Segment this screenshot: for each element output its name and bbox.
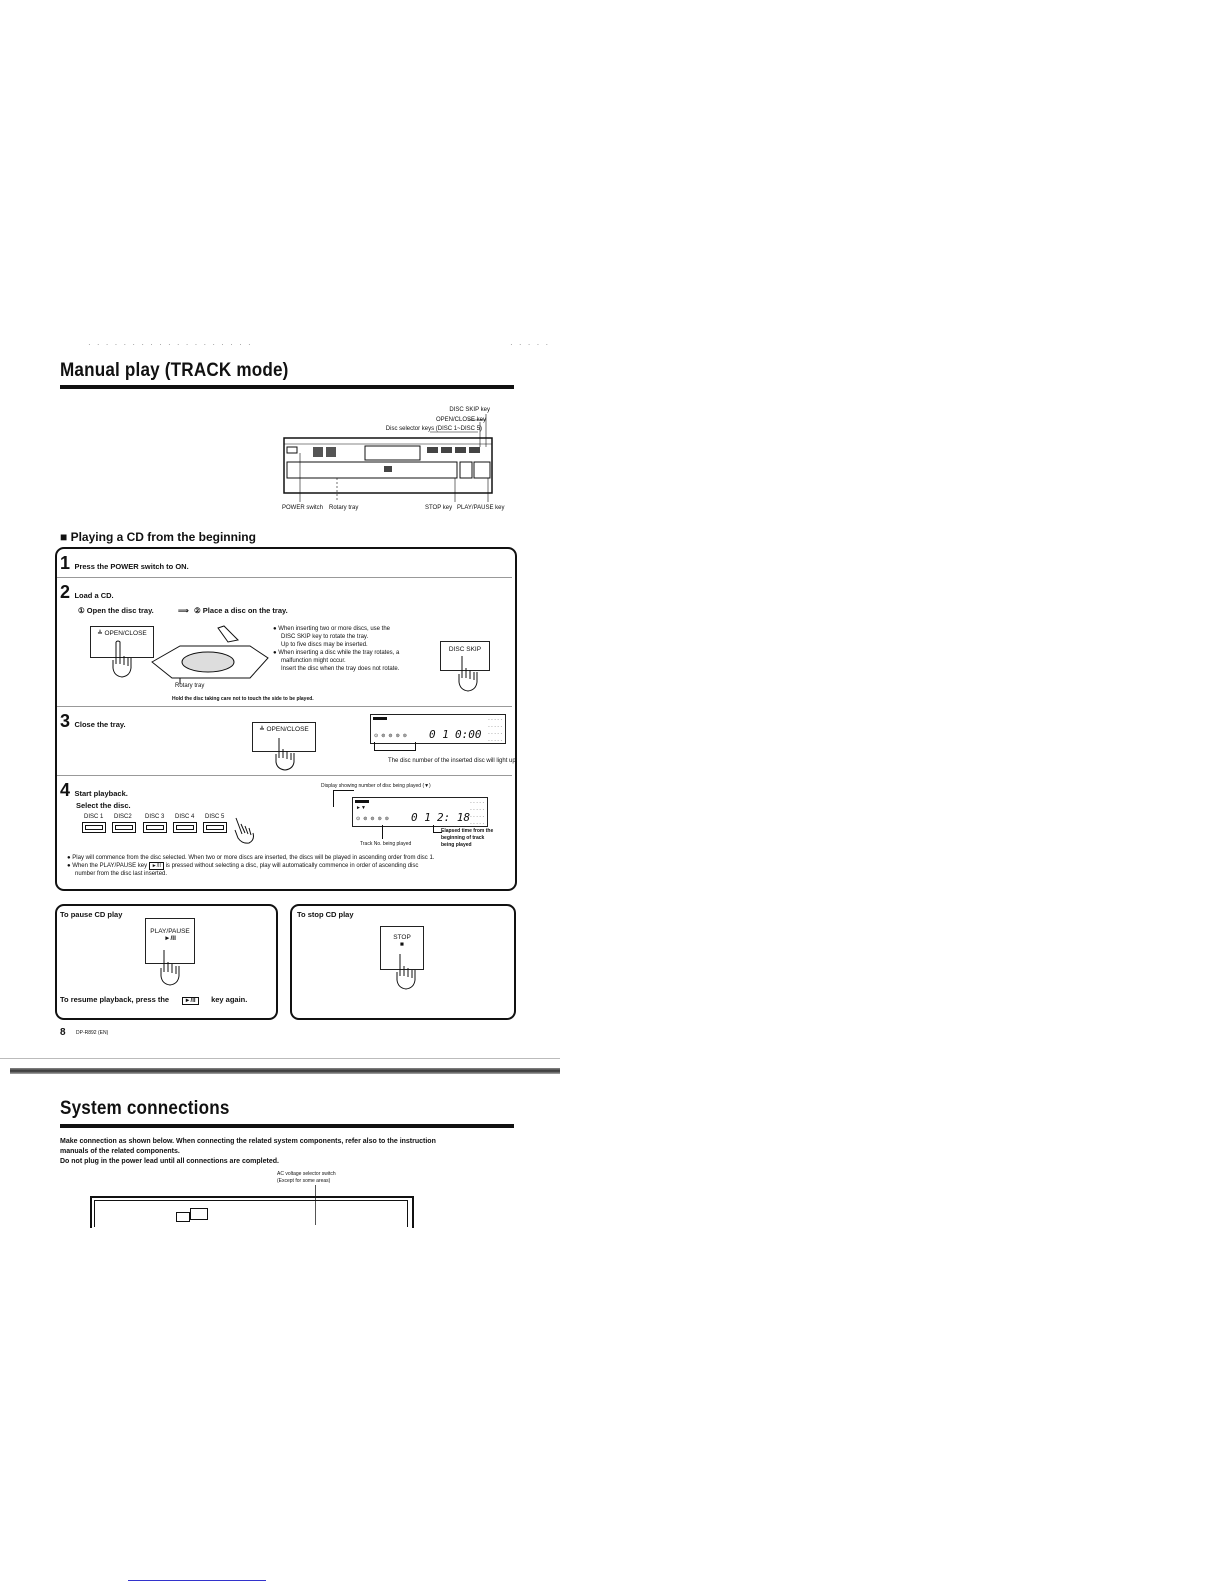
- step-2: [60, 582, 114, 603]
- lcd-track: 0 1: [429, 728, 449, 741]
- connection-diagram-inner: [94, 1200, 408, 1227]
- model-label: DP-R892 (EN): [76, 1030, 109, 1036]
- disc-4-label: DISC 4: [175, 814, 195, 820]
- step-title: Load a CD.: [74, 591, 114, 600]
- stop-label: STOP: [393, 934, 411, 941]
- link-underline: [128, 1580, 266, 1581]
- step-title: Start playback.: [74, 789, 128, 798]
- label-stop: STOP key: [425, 505, 453, 511]
- label-open-close: OPEN/CLOSE key: [435, 417, 486, 423]
- disc-indicators: ⊙⊚⊚⊚⊚: [374, 733, 410, 739]
- player-diagram: [280, 400, 515, 515]
- disc-2-button[interactable]: [112, 822, 136, 833]
- step-number: 2: [60, 582, 71, 602]
- scan-mark: · · · · ·: [510, 340, 551, 349]
- resume-text-a: To resume playback, press the: [60, 995, 170, 1004]
- ac-label: [277, 1171, 336, 1185]
- resume-text-b: key again.: [211, 995, 248, 1004]
- elapsed-line: Elapsed time from the: [441, 828, 494, 834]
- note-text: Play will commence from the disc selected. When two or more discs are inserted, the discs will be played in ascending order from disc 1.: [72, 855, 435, 861]
- divider: [57, 775, 512, 776]
- note-line: DISC SKIP key to rotate the tray.: [281, 634, 369, 640]
- step-4-notes: [67, 854, 509, 878]
- disc-5-button[interactable]: [203, 822, 227, 833]
- ac-line: (Except for some areas): [277, 1178, 331, 1184]
- step-4: [60, 780, 128, 801]
- play-indicator: ►▼: [356, 805, 366, 811]
- label-power: POWER switch: [282, 505, 324, 511]
- intro-line: manuals of the related components.: [60, 1148, 180, 1155]
- disc-5-label: DISC 5: [205, 814, 225, 820]
- note-line: ● Play will commence from the disc selected. When two or more discs are inserted, the discs will be played in ascending order from disc 1.: [67, 855, 435, 861]
- label-disc-skip: DISC SKIP key: [449, 407, 490, 413]
- hand-icon: [108, 640, 136, 680]
- ac-line: AC voltage selector switch: [277, 1171, 336, 1177]
- intro-text: [60, 1137, 516, 1167]
- pointer-line: [382, 825, 383, 839]
- label-play-pause: PLAY/PAUSE key: [457, 505, 505, 511]
- connector-icon: [190, 1208, 208, 1220]
- player-svg: [280, 400, 515, 515]
- elapsed-line: being played: [441, 842, 472, 848]
- scan-mark: · · · · · · · · · · · · · · · · · · ·: [88, 340, 253, 349]
- step-title: Press the POWER switch to ON.: [74, 562, 189, 571]
- elapsed-line: beginning of track: [441, 835, 485, 841]
- intro-line: Do not plug in the power lead until all connections are completed.: [60, 1158, 279, 1165]
- display-caption: Display showing number of disc being played (▼): [321, 783, 431, 789]
- page-edge-shadow: [10, 1068, 560, 1074]
- note-text: When the PLAY/PAUSE key: [72, 863, 148, 869]
- note-line: ● When the PLAY/PAUSE key ►/II is pressed without selecting a disc, play will automatically commence in order of ascending disc: [67, 863, 419, 869]
- disc-2-label: DISC2: [114, 814, 132, 820]
- disc-1-button[interactable]: [82, 822, 106, 833]
- stop-title: To stop CD play: [297, 910, 354, 919]
- page-number: 8: [60, 1027, 66, 1038]
- disc-1-label: DISC 1: [84, 814, 104, 820]
- elapsed-label: [441, 828, 493, 849]
- hand-icon: [156, 948, 184, 988]
- note-text: When inserting two or more discs, use the: [278, 626, 391, 632]
- arrow-icon: ⟹: [178, 606, 189, 615]
- lcd-track: 0 1: [411, 811, 431, 824]
- step-2-sub1: ① Open the disc tray.: [78, 606, 154, 615]
- disc-indicators: ⊙⊚⊚⊚⊚: [356, 816, 392, 822]
- step-2-sub2: ② Place a disc on the tray.: [194, 606, 288, 615]
- connector-icon: [176, 1212, 190, 1222]
- lcd-logo: [373, 717, 387, 720]
- section-title-text: Playing a CD from the beginning: [70, 530, 256, 544]
- hand-icon: [454, 654, 482, 694]
- lcd-display: [370, 714, 506, 744]
- hand-icon: [232, 814, 258, 848]
- step-number: 4: [60, 780, 71, 800]
- rotary-tray-label: Rotary tray: [175, 683, 205, 689]
- title-rule: [60, 1124, 514, 1128]
- note-line: number from the disc last inserted.: [75, 871, 168, 877]
- divider: [57, 706, 512, 707]
- note-line: Up to five discs may be inserted.: [281, 642, 368, 648]
- page-title: Manual play (TRACK mode): [60, 360, 289, 381]
- tray-illustration: [150, 622, 270, 684]
- step-number: 3: [60, 711, 71, 731]
- page-edge: [0, 1058, 560, 1059]
- pointer-line: [333, 790, 354, 807]
- disc-3-label: DISC 3: [145, 814, 165, 820]
- step-title: Close the tray.: [74, 720, 126, 729]
- lcd-track-grid: · · · · · · · · · · · · · · · · · · · ·: [470, 800, 484, 827]
- play-pause-key-icon: ►/II: [182, 997, 199, 1005]
- disc-3-button[interactable]: [143, 822, 167, 833]
- step-3-caption: The disc number of the inserted disc will light up.: [388, 758, 518, 764]
- intro-line: Make connection as shown below. When connecting the related system components, refer also to the instruction: [60, 1138, 436, 1145]
- play-pause-key-icon: ►/II: [149, 862, 164, 870]
- lcd-track-grid: · · · · · · · · · · · · · · · · · · · ·: [488, 717, 502, 744]
- step-3: [60, 711, 126, 732]
- resume-text: [60, 995, 247, 1004]
- disc-4-button[interactable]: [173, 822, 197, 833]
- bracket: [374, 742, 416, 751]
- step-1: [60, 553, 189, 574]
- lcd-time: 2: 18: [437, 811, 471, 824]
- step-number: 1: [60, 553, 71, 573]
- lcd-logo: [355, 800, 369, 803]
- title-rule: [60, 385, 514, 389]
- section-title: ■ Playing a CD from the beginning: [60, 530, 256, 544]
- page-title: System connections: [60, 1098, 230, 1119]
- play-pause-glyph: ►/II: [164, 935, 176, 942]
- note-text: When inserting a disc while the tray rotates, a: [278, 650, 400, 656]
- note-line: ● When inserting two or more discs, use the: [273, 626, 391, 632]
- stop-glyph: ■: [400, 941, 404, 948]
- step-2-note: Hold the disc taking care not to touch the side to be played.: [172, 696, 314, 702]
- open-close-label: ≜ OPEN/CLOSE: [259, 726, 309, 733]
- note-line: ● When inserting a disc while the tray rotates, a: [273, 650, 400, 656]
- label-rotary: Rotary tray: [329, 505, 359, 511]
- hand-icon: [271, 736, 299, 772]
- track-label: Track No. being played: [360, 841, 412, 847]
- step-2-notes: [273, 625, 425, 673]
- label-disc-selector: Disc selector keys (DISC 1~DISC 5): [385, 426, 482, 432]
- note-text: is pressed without selecting a disc, play will automatically commence in order of ascending disc: [165, 863, 419, 869]
- note-line: Insert the disc when the tray does not rotate.: [281, 666, 400, 672]
- divider: [57, 577, 512, 578]
- open-close-label: ≜ OPEN/CLOSE: [97, 630, 147, 637]
- play-pause-label: PLAY/PAUSE: [150, 928, 190, 935]
- hand-icon: [392, 952, 420, 992]
- pause-title: To pause CD play: [60, 910, 123, 919]
- lcd-display-playing: [352, 797, 488, 827]
- disc-skip-label: DISC SKIP: [448, 646, 482, 653]
- select-disc-label: Select the disc.: [76, 801, 131, 810]
- note-line: malfunction might occur.: [281, 658, 346, 664]
- lcd-time: 0:00: [455, 728, 482, 741]
